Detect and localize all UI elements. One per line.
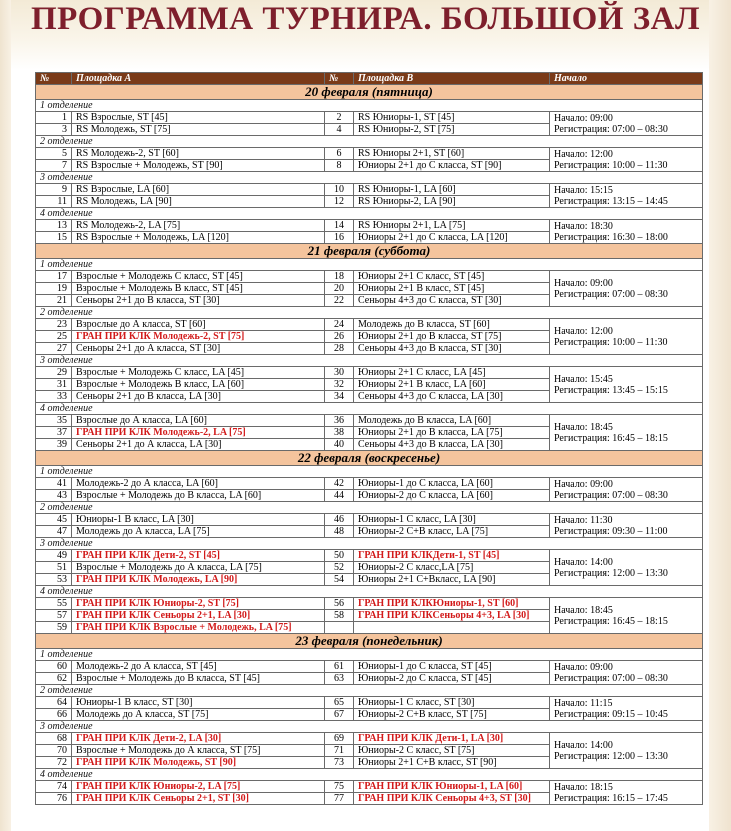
program-number-b: 32 (325, 379, 354, 391)
program-number-a: 53 (36, 574, 72, 586)
section-label: 3 отделение (36, 721, 703, 733)
program-number-b: 63 (325, 673, 354, 685)
program-floor-a: ГРАН ПРИ КЛК Дети-2, ST [45] (72, 550, 325, 562)
program-floor-b: Сеньоры 4+3 до С класса, ST [30] (354, 295, 550, 307)
day-row (36, 451, 703, 466)
program-number-a: 21 (36, 295, 72, 307)
section-label: 3 отделение (36, 355, 703, 367)
program-row (36, 478, 703, 490)
program-floor-a: ГРАН ПРИ КЛК Дети-2, LA [30] (72, 733, 325, 745)
section-row (36, 100, 703, 112)
program-number-b: 48 (325, 526, 354, 538)
program-floor-a: Юниоры-1 В класс, LA [30] (72, 514, 325, 526)
section-row (36, 769, 703, 781)
program-number-a: 70 (36, 745, 72, 757)
program-row (36, 733, 703, 745)
program-number-a: 74 (36, 781, 72, 793)
section-row (36, 721, 703, 733)
program-number-b: 18 (325, 271, 354, 283)
program-floor-a: Взрослые до А класса, ST [60] (72, 319, 325, 331)
section-label: 3 отделение (36, 172, 703, 184)
program-floor-a: Взрослые до А класса, LA [60] (72, 415, 325, 427)
program-floor-a: Взрослые + Молодежь до А класса, LA [75] (72, 562, 325, 574)
program-number-b (325, 622, 354, 634)
program-floor-a: RS Молодежь-2, LA [75] (72, 220, 325, 232)
section-row (36, 466, 703, 478)
start-time: Начало: 14:00 (554, 556, 613, 568)
start-time-cell (550, 478, 703, 502)
program-floor-a: Сеньоры 2+1 до А класса, ST [30] (72, 343, 325, 355)
program-row (36, 697, 703, 709)
registration-time: Регистрация: 12:00 – 13:30 (554, 567, 668, 579)
registration-time: Регистрация: 10:00 – 11:30 (554, 159, 668, 171)
program-number-b: 22 (325, 295, 354, 307)
program-floor-a: ГРАН ПРИ КЛК Молодежь, ST [90] (72, 757, 325, 769)
program-floor-b: Молодежь до В класса, LA [60] (354, 415, 550, 427)
day-title: 23 февраля (понедельник) (36, 634, 703, 649)
program-row (36, 661, 703, 673)
program-floor-b: Юниоры 2+1 до С класса, LA [120] (354, 232, 550, 244)
program-number-b: 28 (325, 343, 354, 355)
day-row (36, 85, 703, 100)
registration-time: Регистрация: 10:00 – 11:30 (554, 336, 668, 348)
program-floor-b: RS Юниоры-2, ST [75] (354, 124, 550, 136)
page-title: ПРОГРАММА ТУРНИРА. БОЛЬШОЙ ЗАЛ (30, 1, 701, 37)
program-number-b: 6 (325, 148, 354, 160)
program-floor-a: ГРАН ПРИ КЛК Юниоры-2, LA [75] (72, 781, 325, 793)
program-floor-b: ГРАН ПРИ КЛКСеньоры 4+3, LA [30] (354, 610, 550, 622)
program-floor-b: ГРАН ПРИ КЛКДети-1, ST [45] (354, 550, 550, 562)
program-number-b: 67 (325, 709, 354, 721)
program-number-b: 56 (325, 598, 354, 610)
program-floor-a: RS Молодежь-2, ST [60] (72, 148, 325, 160)
program-floor-b: Юниоры-2 С класс,LA [75] (354, 562, 550, 574)
start-time-cell (550, 184, 703, 208)
program-row (36, 112, 703, 124)
start-time: Начало: 18:45 (554, 604, 613, 616)
program-floor-a: RS Молодежь, LA [90] (72, 196, 325, 208)
program-floor-b: Сеньоры 4+3 до В класса, LA [30] (354, 439, 550, 451)
section-row (36, 355, 703, 367)
program-floor-b: Юниоры-1 С класс, LA [30] (354, 514, 550, 526)
start-time-cell (550, 319, 703, 355)
program-floor-b: Юниоры-2 С+В класс, ST [75] (354, 709, 550, 721)
program-floor-b: RS Юниоры-1, ST [45] (354, 112, 550, 124)
section-label: 4 отделение (36, 403, 703, 415)
start-time: Начало: 12:00 (554, 325, 613, 337)
header-num-a: № (36, 73, 72, 85)
program-number-b: 34 (325, 391, 354, 403)
registration-time: Регистрация: 12:00 – 13:30 (554, 750, 668, 762)
program-number-b: 2 (325, 112, 354, 124)
start-time: Начало: 18:45 (554, 421, 613, 433)
program-floor-b: ГРАН ПРИ КЛКЮниоры-1, ST [60] (354, 598, 550, 610)
program-number-a: 23 (36, 319, 72, 331)
program-floor-b: Сеньоры 4+3 до В класса, ST [30] (354, 343, 550, 355)
program-floor-b: Юниоры-1 С класс, ST [30] (354, 697, 550, 709)
start-time: Начало: 09:00 (554, 478, 613, 490)
registration-time: Регистрация: 16:45 – 18:15 (554, 432, 668, 444)
registration-time: Регистрация: 07:00 – 08:30 (554, 672, 668, 684)
program-number-b: 69 (325, 733, 354, 745)
section-row (36, 172, 703, 184)
program-number-b: 36 (325, 415, 354, 427)
program-number-a: 45 (36, 514, 72, 526)
schedule-table (35, 72, 703, 805)
start-time: Начало: 09:00 (554, 661, 613, 673)
registration-time: Регистрация: 13:15 – 14:45 (554, 195, 668, 207)
program-floor-a: Взрослые + Молодежь до В класса, ST [45] (72, 673, 325, 685)
program-floor-a: Взрослые + Молодежь В класс, LA [60] (72, 379, 325, 391)
program-floor-a: Юниоры-1 В класс, ST [30] (72, 697, 325, 709)
program-floor-b: Молодежь до В класса, ST [60] (354, 319, 550, 331)
program-row (36, 415, 703, 427)
program-floor-b: RS Юниоры 2+1, ST [60] (354, 148, 550, 160)
program-number-a: 5 (36, 148, 72, 160)
program-number-a: 43 (36, 490, 72, 502)
program-row (36, 148, 703, 160)
program-number-b: 20 (325, 283, 354, 295)
program-floor-b: RS Юниоры-2, LA [90] (354, 196, 550, 208)
program-number-a: 15 (36, 232, 72, 244)
registration-time: Регистрация: 07:00 – 08:30 (554, 489, 668, 501)
registration-time: Регистрация: 07:00 – 08:30 (554, 288, 668, 300)
program-row (36, 184, 703, 196)
start-time-cell (550, 661, 703, 685)
program-floor-a: RS Взрослые + Молодежь, ST [90] (72, 160, 325, 172)
program-number-a: 7 (36, 160, 72, 172)
section-label: 3 отделение (36, 538, 703, 550)
registration-time: Регистрация: 16:30 – 18:00 (554, 231, 668, 243)
program-number-a: 51 (36, 562, 72, 574)
start-time-cell (550, 781, 703, 805)
program-number-b: 4 (325, 124, 354, 136)
program-floor-b: RS Юниоры 2+1, LA [75] (354, 220, 550, 232)
start-time-cell (550, 697, 703, 721)
section-row (36, 136, 703, 148)
section-label: 1 отделение (36, 466, 703, 478)
section-row (36, 586, 703, 598)
program-number-a: 33 (36, 391, 72, 403)
program-number-b: 26 (325, 331, 354, 343)
start-time-cell (550, 598, 703, 634)
section-label: 2 отделение (36, 685, 703, 697)
section-row (36, 403, 703, 415)
program-row (36, 271, 703, 283)
start-time-cell (550, 550, 703, 586)
header-floor-b: Площадка В (354, 73, 550, 85)
program-row (36, 319, 703, 331)
start-time: Начало: 11:30 (554, 514, 613, 526)
left-page-margin (0, 0, 11, 831)
section-row (36, 307, 703, 319)
program-floor-b: Юниоры 2+1 С+В класс, ST [90] (354, 757, 550, 769)
program-floor-b: Юниоры 2+1 В класс, LA [60] (354, 379, 550, 391)
start-time-cell (550, 367, 703, 403)
program-number-a: 60 (36, 661, 72, 673)
section-row (36, 685, 703, 697)
program-number-b: 73 (325, 757, 354, 769)
program-row (36, 514, 703, 526)
program-number-a: 37 (36, 427, 72, 439)
program-number-b: 12 (325, 196, 354, 208)
program-number-a: 13 (36, 220, 72, 232)
start-time-cell (550, 415, 703, 451)
program-number-a: 41 (36, 478, 72, 490)
header-num-b: № (325, 73, 354, 85)
start-time: Начало: 15:15 (554, 184, 613, 196)
program-floor-a: RS Молодежь, ST [75] (72, 124, 325, 136)
program-floor-b: Юниоры-2 до С класса, LA [60] (354, 490, 550, 502)
program-floor-a: RS Взрослые + Молодежь, LA [120] (72, 232, 325, 244)
program-number-a: 62 (36, 673, 72, 685)
program-floor-a: Взрослые + Молодежь В класс, ST [45] (72, 283, 325, 295)
program-number-b: 65 (325, 697, 354, 709)
program-number-a: 31 (36, 379, 72, 391)
program-number-b: 77 (325, 793, 354, 805)
section-label: 4 отделение (36, 208, 703, 220)
day-title: 21 февраля (суббота) (36, 244, 703, 259)
table-header-row (36, 73, 703, 85)
program-number-a: 17 (36, 271, 72, 283)
program-number-a: 47 (36, 526, 72, 538)
program-floor-a: Сеньоры 2+1 до В класса, LA [30] (72, 391, 325, 403)
section-row (36, 259, 703, 271)
section-row (36, 502, 703, 514)
program-number-a: 57 (36, 610, 72, 622)
program-floor-a: Сеньоры 2+1 до В класса, ST [30] (72, 295, 325, 307)
section-row (36, 208, 703, 220)
program-floor-a: RS Взрослые, LA [60] (72, 184, 325, 196)
start-time-cell (550, 514, 703, 538)
program-number-b: 71 (325, 745, 354, 757)
program-floor-a: Взрослые + Молодежь С класс, ST [45] (72, 271, 325, 283)
program-floor-b: Юниоры-1 до С класса, LA [60] (354, 478, 550, 490)
program-number-a: 66 (36, 709, 72, 721)
program-number-a: 3 (36, 124, 72, 136)
start-time: Начало: 09:00 (554, 277, 613, 289)
start-time: Начало: 18:15 (554, 781, 613, 793)
registration-time: Регистрация: 16:45 – 18:15 (554, 615, 668, 627)
program-floor-a: Молодежь до А класса, ST [75] (72, 709, 325, 721)
program-number-b: 10 (325, 184, 354, 196)
program-floor-a: ГРАН ПРИ КЛК Сеньоры 2+1, ST [30] (72, 793, 325, 805)
registration-time: Регистрация: 07:00 – 08:30 (554, 123, 668, 135)
program-number-b: 40 (325, 439, 354, 451)
right-page-margin (709, 0, 731, 831)
program-number-a: 9 (36, 184, 72, 196)
program-number-b: 30 (325, 367, 354, 379)
program-number-a: 68 (36, 733, 72, 745)
program-number-b: 61 (325, 661, 354, 673)
program-number-b: 44 (325, 490, 354, 502)
program-floor-a: Взрослые + Молодежь С класс, LA [45] (72, 367, 325, 379)
program-floor-a: ГРАН ПРИ КЛК Сеньоры 2+1, LA [30] (72, 610, 325, 622)
program-number-b: 16 (325, 232, 354, 244)
program-number-b: 24 (325, 319, 354, 331)
header-start: Начало (550, 73, 703, 85)
start-time: Начало: 12:00 (554, 148, 613, 160)
program-floor-a: ГРАН ПРИ КЛК Молодежь, LA [90] (72, 574, 325, 586)
program-number-a: 19 (36, 283, 72, 295)
program-floor-a: Сеньоры 2+1 до А класса, LA [30] (72, 439, 325, 451)
program-number-a: 39 (36, 439, 72, 451)
program-number-a: 72 (36, 757, 72, 769)
program-number-b: 58 (325, 610, 354, 622)
section-label: 2 отделение (36, 502, 703, 514)
program-floor-a: ГРАН ПРИ КЛК Юниоры-2, ST [75] (72, 598, 325, 610)
program-number-a: 29 (36, 367, 72, 379)
program-floor-a: ГРАН ПРИ КЛК Взрослые + Молодежь, LA [75] (72, 622, 325, 634)
program-number-b: 42 (325, 478, 354, 490)
program-number-a: 27 (36, 343, 72, 355)
start-time: Начало: 09:00 (554, 112, 613, 124)
start-time-cell (550, 112, 703, 136)
program-floor-b: Юниоры-2 С+В класс, LA [75] (354, 526, 550, 538)
start-time: Начало: 11:15 (554, 697, 613, 709)
program-row (36, 550, 703, 562)
program-floor-b: Юниоры 2+1 до В класса, LA [75] (354, 427, 550, 439)
day-row (36, 244, 703, 259)
program-floor-a: ГРАН ПРИ КЛК Молодежь-2, LA [75] (72, 427, 325, 439)
program-floor-b: RS Юниоры-1, LA [60] (354, 184, 550, 196)
day-row (36, 634, 703, 649)
section-label: 1 отделение (36, 649, 703, 661)
start-time: Начало: 15:45 (554, 373, 613, 385)
section-label: 2 отделение (36, 136, 703, 148)
start-time-cell (550, 271, 703, 307)
program-number-b: 46 (325, 514, 354, 526)
program-floor-a: Молодежь до А класса, LA [75] (72, 526, 325, 538)
program-number-a: 25 (36, 331, 72, 343)
program-floor-b: ГРАН ПРИ КЛК Юниоры-1, LA [60] (354, 781, 550, 793)
header-floor-a: Площадка А (72, 73, 325, 85)
program-number-a: 11 (36, 196, 72, 208)
program-number-a: 64 (36, 697, 72, 709)
program-number-a: 59 (36, 622, 72, 634)
program-row (36, 367, 703, 379)
start-time: Начало: 18:30 (554, 220, 613, 232)
program-number-a: 49 (36, 550, 72, 562)
program-floor-b: Юниоры-2 до С класса, ST [45] (354, 673, 550, 685)
program-number-a: 76 (36, 793, 72, 805)
start-time-cell (550, 733, 703, 769)
program-number-b: 52 (325, 562, 354, 574)
program-floor-b: Юниоры 2+1 В класс, ST [45] (354, 283, 550, 295)
program-floor-b: ГРАН ПРИ КЛК Дети-1, LA [30] (354, 733, 550, 745)
registration-time: Регистрация: 16:15 – 17:45 (554, 792, 668, 804)
program-floor-a: Молодежь-2 до А класса, ST [45] (72, 661, 325, 673)
program-number-b: 38 (325, 427, 354, 439)
program-floor-b: Юниоры 2+1 С класс, LA [45] (354, 367, 550, 379)
program-floor-b: Юниоры-1 до С класса, ST [45] (354, 661, 550, 673)
program-number-b: 50 (325, 550, 354, 562)
day-title: 20 февраля (пятница) (36, 85, 703, 100)
section-label: 1 отделение (36, 100, 703, 112)
program-floor-b: Сеньоры 4+3 до С класса, LA [30] (354, 391, 550, 403)
registration-time: Регистрация: 09:30 – 11:00 (554, 525, 668, 537)
program-number-a: 55 (36, 598, 72, 610)
program-floor-b: ГРАН ПРИ КЛК Сеньоры 4+3, ST [30] (354, 793, 550, 805)
program-number-b: 8 (325, 160, 354, 172)
program-floor-a: Молодежь-2 до А класса, LA [60] (72, 478, 325, 490)
program-floor-a: Взрослые + Молодежь до В класса, LA [60] (72, 490, 325, 502)
registration-time: Регистрация: 09:15 – 10:45 (554, 708, 668, 720)
program-floor-b: Юниоры-2 С класс, ST [75] (354, 745, 550, 757)
start-time-cell (550, 148, 703, 172)
section-label: 4 отделение (36, 769, 703, 781)
day-title: 22 февраля (воскресенье) (36, 451, 703, 466)
section-row (36, 649, 703, 661)
program-floor-b (354, 622, 550, 634)
program-floor-b: Юниоры 2+1 С+Вкласс, LA [90] (354, 574, 550, 586)
program-number-a: 35 (36, 415, 72, 427)
program-number-b: 75 (325, 781, 354, 793)
program-floor-b: Юниоры 2+1 до С класса, ST [90] (354, 160, 550, 172)
program-floor-a: ГРАН ПРИ КЛК Молодежь-2, ST [75] (72, 331, 325, 343)
program-floor-b: Юниоры 2+1 С класс, ST [45] (354, 271, 550, 283)
section-label: 2 отделение (36, 307, 703, 319)
program-floor-a: Взрослые + Молодежь до А класса, ST [75] (72, 745, 325, 757)
program-number-b: 14 (325, 220, 354, 232)
start-time: Начало: 14:00 (554, 739, 613, 751)
start-time-cell (550, 220, 703, 244)
program-row (36, 781, 703, 793)
program-floor-a: RS Взрослые, ST [45] (72, 112, 325, 124)
program-number-a: 1 (36, 112, 72, 124)
section-label: 1 отделение (36, 259, 703, 271)
program-number-b: 54 (325, 574, 354, 586)
program-row (36, 598, 703, 610)
program-row (36, 220, 703, 232)
section-label: 4 отделение (36, 586, 703, 598)
section-row (36, 538, 703, 550)
registration-time: Регистрация: 13:45 – 15:15 (554, 384, 668, 396)
program-floor-b: Юниоры 2+1 до В класса, ST [75] (354, 331, 550, 343)
